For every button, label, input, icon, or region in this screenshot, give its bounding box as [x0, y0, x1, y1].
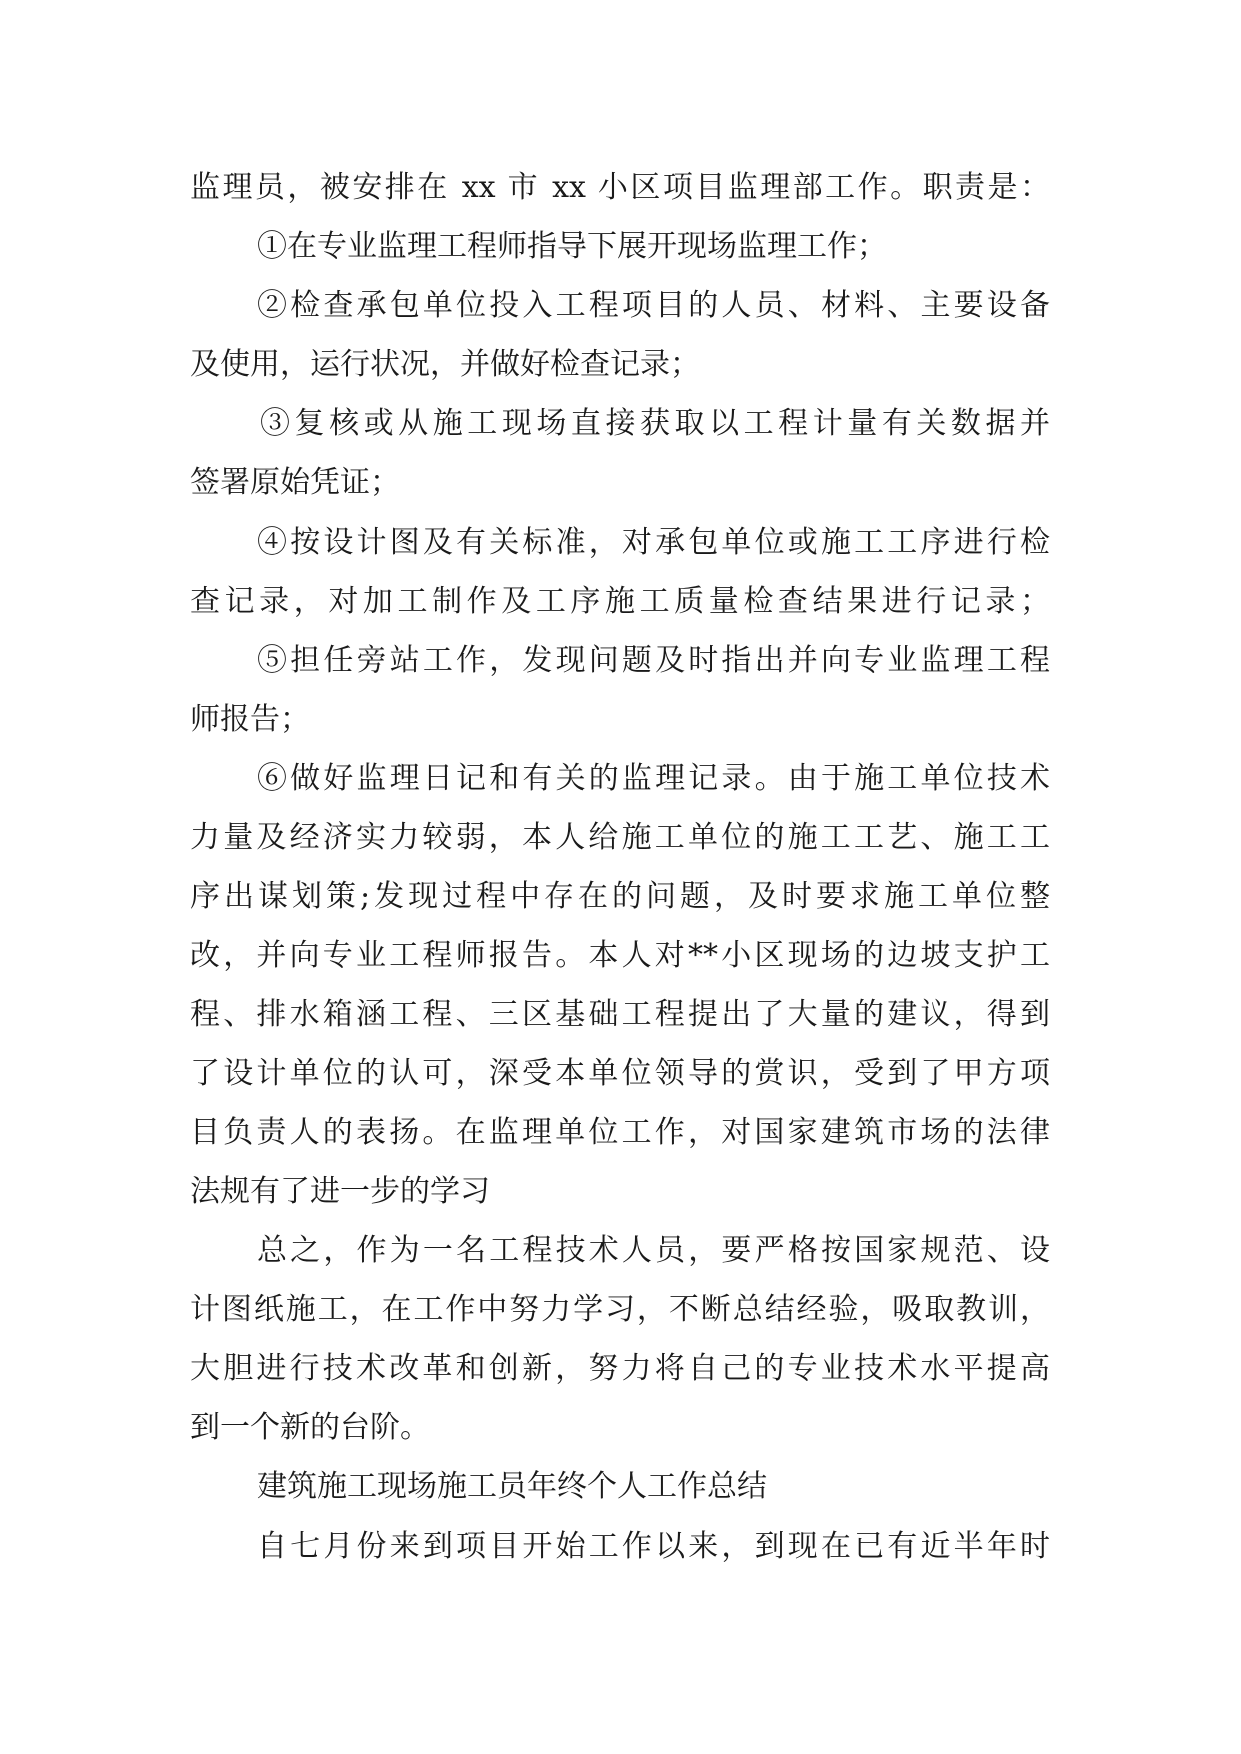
text-line: ④按设计图及有关标准，对承包单位或施工工序进行检: [257, 525, 1050, 560]
text-line: 力量及经济实力较弱，本人给施工单位的施工工艺、施工工: [190, 820, 1050, 855]
text-line: 序出谋划策;发现过程中存在的问题，及时要求施工单位整: [190, 879, 1050, 914]
text-line: 师报告；: [190, 702, 310, 737]
text-line: 程、排水箱涵工程、三区基础工程提出了大量的建议，得到: [190, 997, 1050, 1032]
text-line: 总之，作为一名工程技术人员，要严格按国家规范、设: [257, 1233, 1050, 1268]
text-line: 大胆进行技术改革和创新，努力将自己的专业技术水平提高: [190, 1351, 1050, 1386]
text-line: 自七月份来到项目开始工作以来，到现在已有近半年时: [257, 1529, 1050, 1564]
text-line: 改，并向专业工程师报告。本人对**小区现场的边坡支护工: [190, 938, 1050, 973]
text-line: ①在专业监理工程师指导下展开现场监理工作；: [257, 229, 887, 264]
text-line: ⑤担任旁站工作，发现问题及时指出并向专业监理工程: [257, 643, 1050, 678]
text-line: 法规有了进一步的学习: [190, 1174, 490, 1209]
text-line: 了设计单位的认可，深受本单位领导的赏识，受到了甲方项: [190, 1056, 1050, 1091]
text-line: 到一个新的台阶。: [190, 1410, 430, 1445]
text-line: 签署原始凭证；: [190, 465, 400, 500]
text-line: 及使用，运行状况，并做好检查记录；: [190, 347, 700, 382]
text-line: 查记录，对加工制作及工序施工质量检查结果进行记录；: [190, 584, 1050, 619]
section-heading: 建筑施工现场施工员年终个人工作总结: [257, 1469, 767, 1504]
text-line: 目负责人的表扬。在监理单位工作，对国家建筑市场的法律: [190, 1115, 1050, 1150]
text-line: ⑥做好监理日记和有关的监理记录。由于施工单位技术: [257, 761, 1050, 796]
text-line: ②检查承包单位投入工程项目的人员、材料、主要设备: [257, 288, 1050, 323]
text-line: 计图纸施工，在工作中努力学习，不断总结经验，吸取教训，: [190, 1292, 1050, 1327]
text-line: ③复核或从施工现场直接获取以工程计量有关数据并: [260, 406, 1050, 441]
text-line: 监理员，被安排在 xx 市 xx 小区项目监理部工作。职责是：: [190, 170, 1050, 205]
